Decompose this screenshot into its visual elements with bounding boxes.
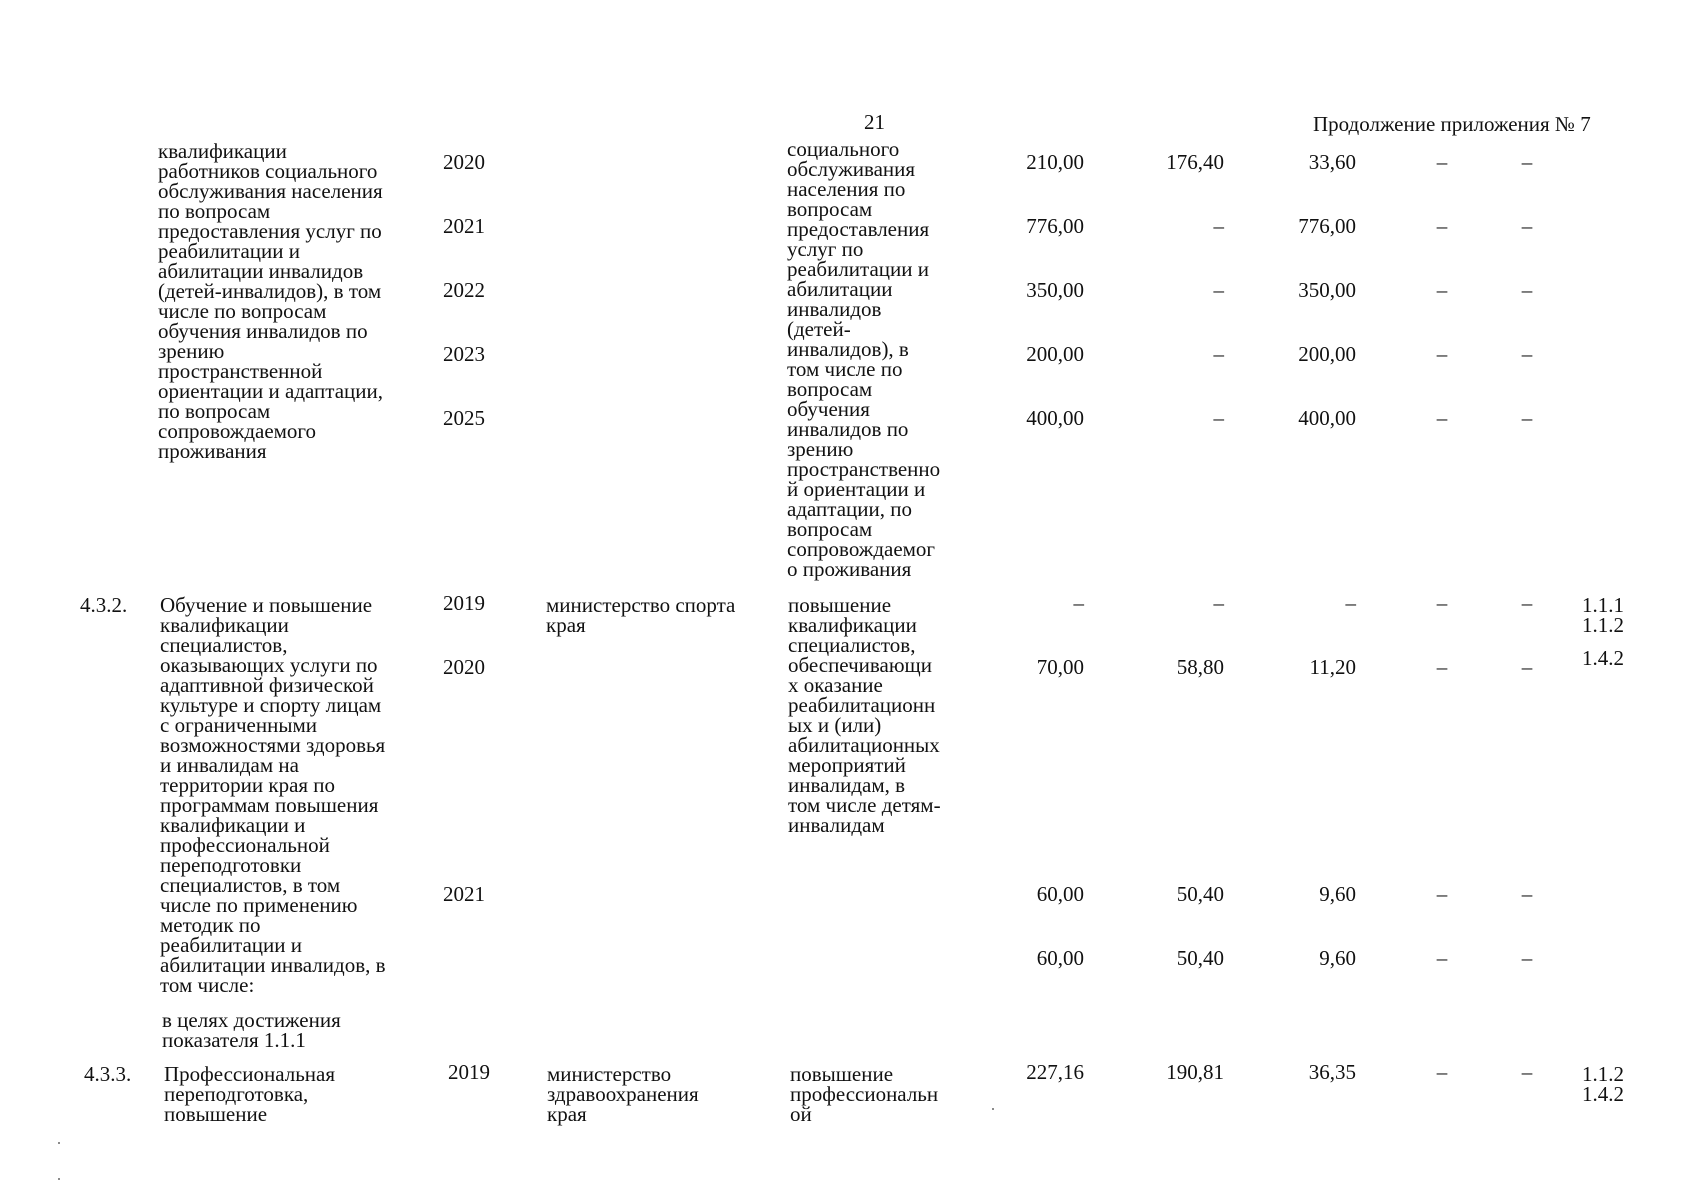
regional-cell: 350,00 xyxy=(1298,278,1356,302)
year-cell: 2021 xyxy=(443,214,485,238)
regional-cell: 776,00 xyxy=(1298,214,1356,238)
total-cell: 776,00 xyxy=(1026,214,1084,238)
dash-cell: – xyxy=(1521,591,1533,615)
block-b-number: 4.3.2. xyxy=(80,593,128,617)
dash-cell: – xyxy=(1521,214,1533,238)
regional-cell: 9,60 xyxy=(1319,946,1356,970)
year-cell: 2020 xyxy=(443,150,485,174)
dash-cell: – xyxy=(1436,406,1448,430)
block-a-name: квалификации работников социального обслуживания населения по вопросам предоставления услуг по реабилитации и абилитации инвалидов (детей-инвалидов), в том числе по вопросам обучения инвалидов по зрению пространственной ориентации и адаптации, по вопросам сопровождаемого проживания xyxy=(158,139,384,463)
federal-cell: 50,40 xyxy=(1176,946,1224,970)
dash-cell: – xyxy=(1521,406,1533,430)
regional-cell: – xyxy=(1345,591,1356,615)
dash-cell: – xyxy=(1436,342,1448,366)
federal-cell: – xyxy=(1213,591,1224,615)
block-b-indicators-1: 1.1.1 1.1.2 xyxy=(1582,593,1624,637)
dash-cell: – xyxy=(1436,214,1448,238)
dash-cell: – xyxy=(1436,278,1448,302)
dash-cell: – xyxy=(1436,655,1448,679)
total-cell: 60,00 xyxy=(1036,946,1084,970)
dash-cell: – xyxy=(1436,150,1448,174)
total-cell: 350,00 xyxy=(1026,278,1084,302)
block-c-dash-2: – xyxy=(1521,1060,1533,1084)
regional-cell: 11,20 xyxy=(1309,655,1356,679)
dash-cell: – xyxy=(1521,150,1533,174)
total-cell: 70,00 xyxy=(1036,655,1084,679)
regional-cell: 200,00 xyxy=(1298,342,1356,366)
block-c-year: 2019 xyxy=(448,1060,490,1084)
federal-cell: – xyxy=(1213,214,1224,238)
block-b-result: повышение квалификации специалистов, обеспечивающи х оказание реабилитационн ых и (или) абилитационных мероприятий инвалидам, в том числе детям- инвалидам xyxy=(788,593,941,837)
federal-cell: – xyxy=(1213,342,1224,366)
block-a-result: социального обслуживания населения по вопросам предоставления услуг по реабилитации и абилитации инвалидов (детей- инвалидов), в том числе по вопросам обучения инвалидов по зрению пространственно й ориентации и адаптации, по вопросам сопровождаемог о проживания xyxy=(787,137,941,581)
dash-cell: – xyxy=(1436,882,1448,906)
block-c-reg: 36,35 xyxy=(1308,1060,1356,1084)
total-cell: – xyxy=(1073,591,1084,615)
year-cell: 2022 xyxy=(443,278,485,302)
block-c-total: 227,16 xyxy=(1026,1060,1084,1084)
dash-cell: – xyxy=(1521,655,1533,679)
year-cell: 2021 xyxy=(443,882,485,906)
dash-cell: – xyxy=(1436,946,1448,970)
total-cell: 210,00 xyxy=(1026,150,1084,174)
year-cell: 2025 xyxy=(443,406,485,430)
total-cell: 60,00 xyxy=(1036,882,1084,906)
block-c-indicators: 1.1.2 1.4.2 xyxy=(1582,1062,1624,1106)
scan-speck xyxy=(992,1108,994,1110)
federal-cell: – xyxy=(1213,406,1224,430)
continuation-label: Продолжение приложения № 7 xyxy=(1313,112,1591,136)
year-cell: 2019 xyxy=(443,591,485,615)
block-b-indicators-2: 1.4.2 xyxy=(1582,646,1624,670)
federal-cell: 50,40 xyxy=(1176,882,1224,906)
block-c-dash-1: – xyxy=(1436,1060,1448,1084)
regional-cell: 33,60 xyxy=(1308,150,1356,174)
block-c-executor: министерство здравоохранения края xyxy=(547,1062,699,1126)
block-c-fed: 190,81 xyxy=(1166,1060,1224,1084)
dash-cell: – xyxy=(1436,591,1448,615)
page-number: 21 xyxy=(864,110,885,134)
year-cell: 2023 xyxy=(443,342,485,366)
block-c-number: 4.3.3. xyxy=(84,1062,132,1086)
total-cell: 400,00 xyxy=(1026,406,1084,430)
year-cell: 2020 xyxy=(443,655,485,679)
block-c-result: повышение профессиональн ой xyxy=(790,1062,939,1126)
dash-cell: – xyxy=(1521,946,1533,970)
regional-cell: 9,60 xyxy=(1319,882,1356,906)
total-cell: 200,00 xyxy=(1026,342,1084,366)
block-b-subnote: в целях достижения показателя 1.1.1 xyxy=(162,1008,341,1052)
block-b-executor: министерство спорта края xyxy=(546,593,736,637)
regional-cell: 400,00 xyxy=(1298,406,1356,430)
block-b-name: Обучение и повышение квалификации специалистов, оказывающих услуги по адаптивной физической культуре и спорту лицам с ограниченными возможностями здоровья и инвалидам на территории края по программам повышения квалификации и профессиональной переподготовки специалистов, в том числе по применению методик по реабилитации и абилитации инвалидов, в том числе: xyxy=(160,593,386,997)
dash-cell: – xyxy=(1521,342,1533,366)
scan-speck xyxy=(58,1178,60,1180)
federal-cell: – xyxy=(1213,278,1224,302)
block-c-name: Профессиональная переподготовка, повышение xyxy=(164,1062,336,1126)
federal-cell: 176,40 xyxy=(1166,150,1224,174)
scan-speck xyxy=(58,1142,60,1144)
dash-cell: – xyxy=(1521,278,1533,302)
dash-cell: – xyxy=(1521,882,1533,906)
federal-cell: 58,80 xyxy=(1176,655,1224,679)
